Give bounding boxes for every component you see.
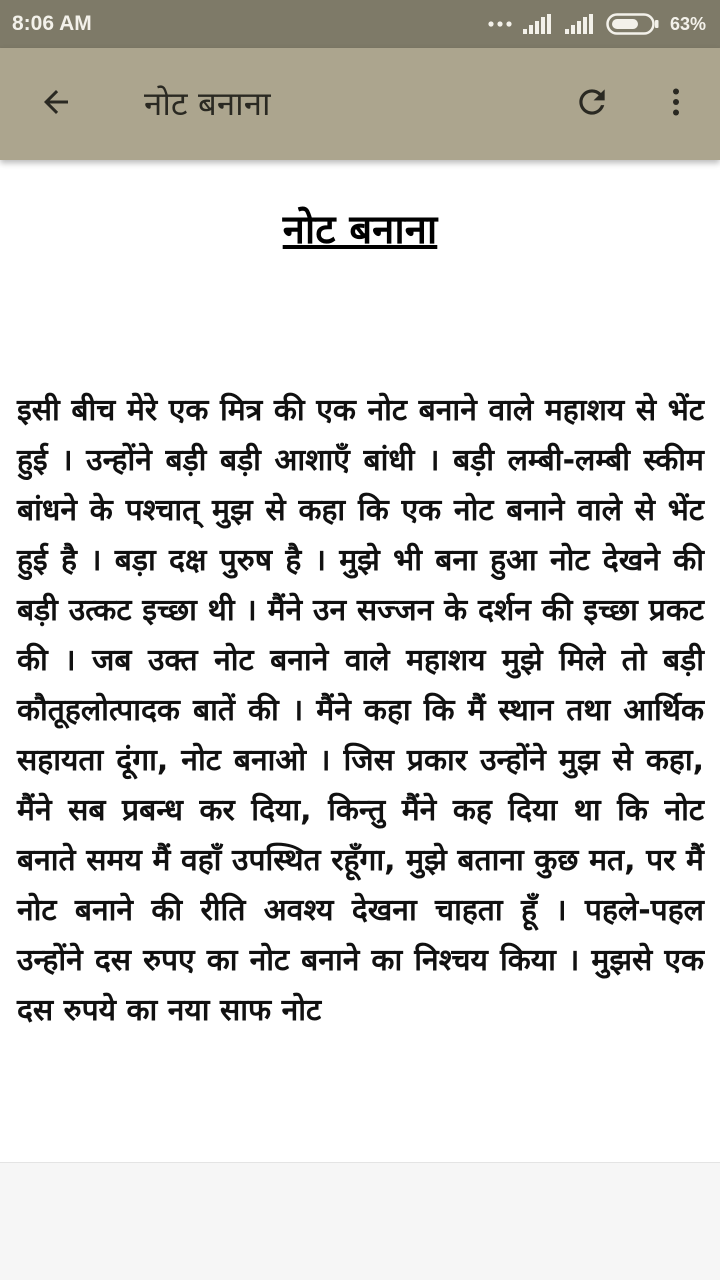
back-button[interactable] bbox=[28, 76, 84, 132]
more-options-button[interactable] bbox=[648, 76, 704, 132]
article-content[interactable] bbox=[0, 160, 720, 1162]
more-vert-icon bbox=[658, 84, 694, 124]
status-time: 8:06 AM bbox=[12, 12, 92, 35]
arrow-back-icon bbox=[38, 84, 74, 124]
refresh-button[interactable] bbox=[564, 76, 620, 132]
refresh-icon bbox=[573, 83, 611, 125]
status-bar bbox=[0, 0, 720, 48]
dots-icon bbox=[488, 20, 512, 28]
battery-percent: 63% bbox=[669, 13, 706, 34]
app-bar-title: नोट बनाना bbox=[144, 84, 271, 123]
status-icons bbox=[488, 13, 706, 35]
signal-icon bbox=[522, 13, 554, 35]
article-heading: नोट बनाना bbox=[282, 207, 438, 253]
signal-icon bbox=[564, 13, 596, 35]
bottom-area bbox=[0, 1162, 720, 1280]
battery-icon bbox=[606, 13, 660, 35]
article-body: इसी बीच मेरे एक मित्र की एक नोट बनाने वाले महाशय से भेंट हुई । उन्होंने बड़ी बड़ी आशाएँ बांधी । बड़ी लम्बी-लम्बी स्कीम बांधने के पश्चात् मुझ से कहा कि एक नोट बनाने वाले से भेंट हुई है । बड़ा दक्ष पुरुष है । मुझे भी बना हुआ नोट देखने की बड़ी उत्कट इच्छा थी । मैंने उन सज्जन के दर्शन की इच्छा प्रकट की । जब उक्त नोट बनाने वाले महाशय मुझे मिले तो बड़ी कौतूहलोत्पादक बातें की । मैंने कहा कि मैं स्थान तथा आर्थिक सहायता दूंगा, नोट बनाओ । जिस प्रकार उन्होंने मुझ से कहा, मैंने सब प्रबन्ध कर दिया, किन्तु मैंने कह दिया था कि नोट बनाते समय मैं वहाँ उपस्थित रहूँगा, मुझे बताना कुछ मत, पर मैं नोट बनाने की रीति अवश्य देखना चाहता हूँ । पहले-पहल उन्होंने दस रुपए का नोट बनाने का निश्चय किया । मुझसे एक दस रुपये का नया साफ नोट bbox=[17, 393, 704, 1028]
app-bar bbox=[0, 48, 720, 160]
